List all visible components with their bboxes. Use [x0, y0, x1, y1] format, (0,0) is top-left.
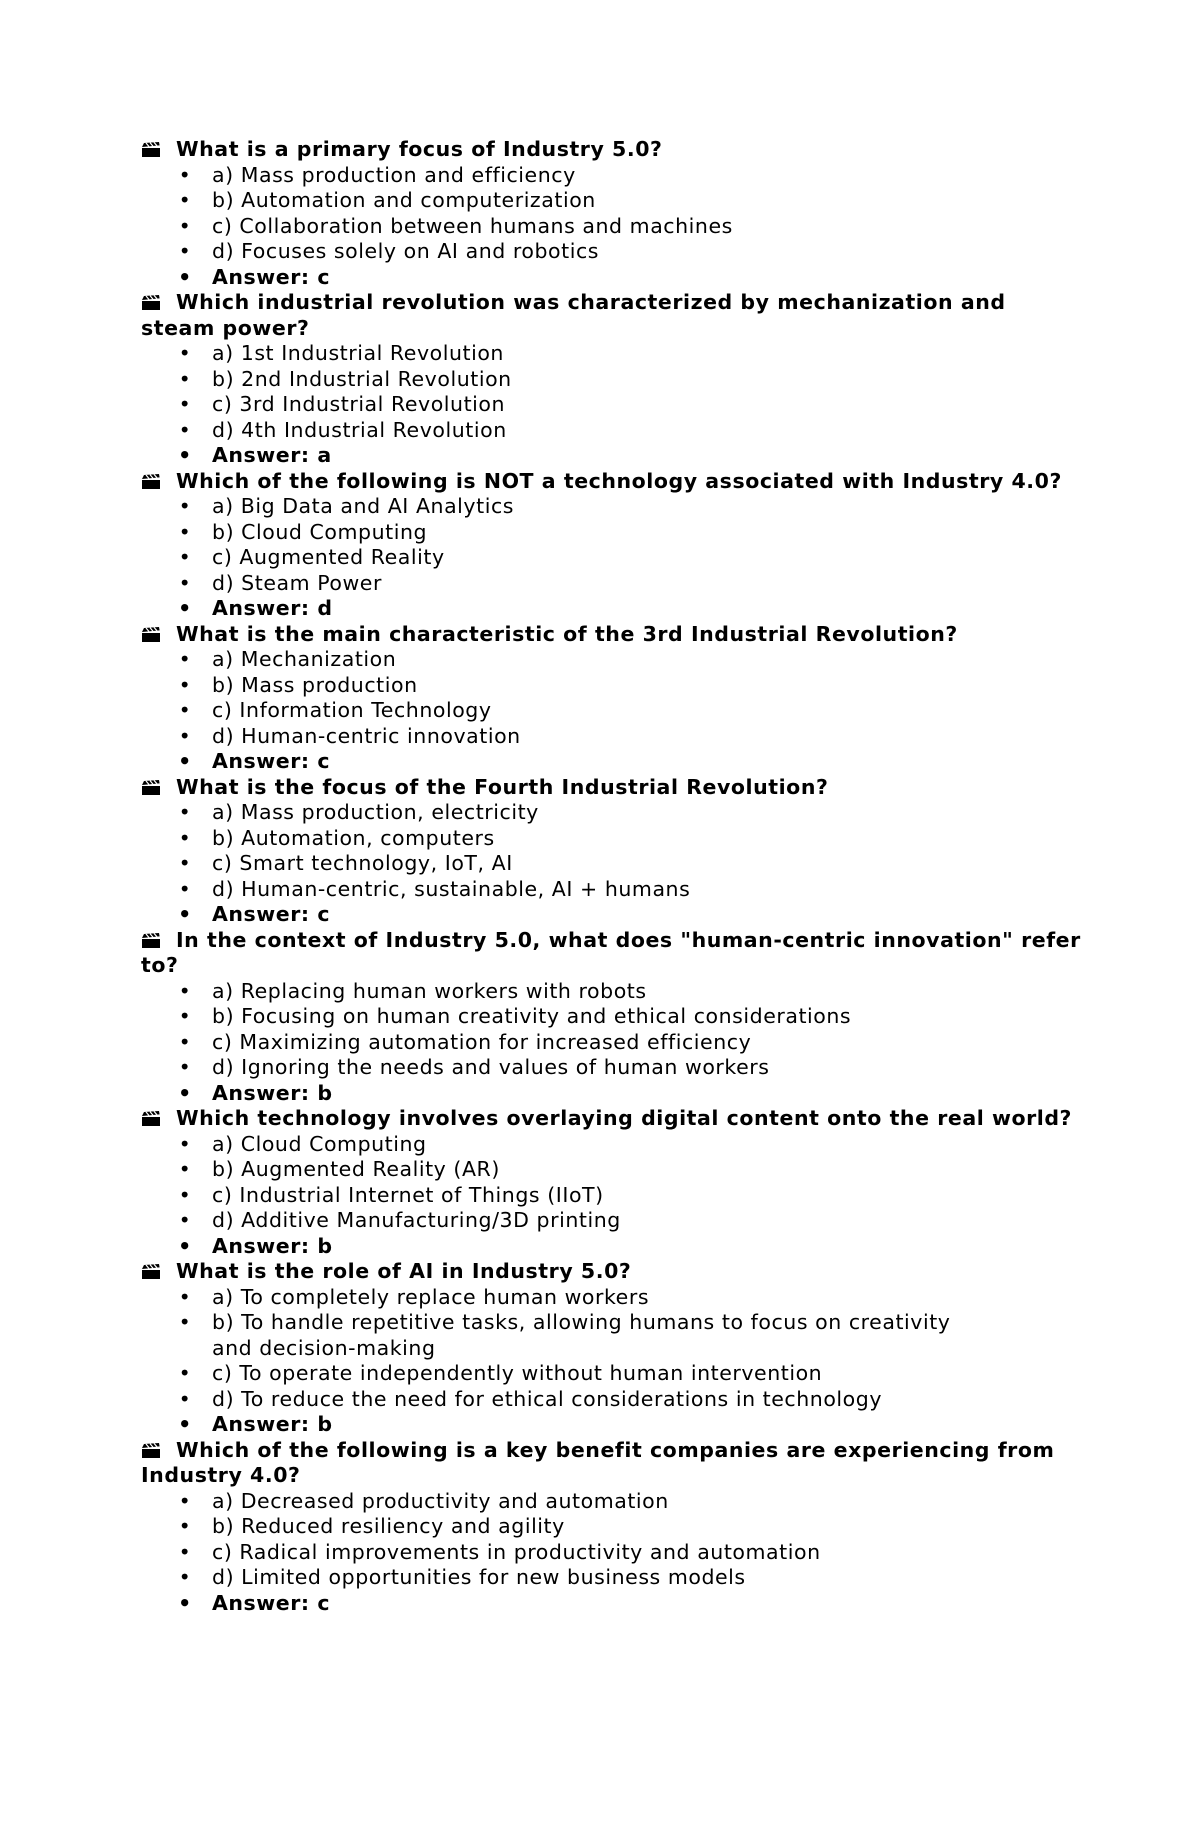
option-text: c) To operate independently without human intervention	[212, 1361, 823, 1385]
options-list	[141, 1285, 1081, 1438]
question-title	[141, 928, 1081, 979]
option-text: d) Steam Power	[212, 570, 382, 595]
question-block	[141, 1438, 1081, 1617]
bullet-dot: •	[178, 1080, 192, 1105]
answer-text: Answer: b	[212, 1412, 333, 1436]
question-text: In the context of Industry 5.0, what does "human-centric innovation" refer to?	[141, 927, 1081, 977]
option-item	[178, 825, 1081, 852]
bullet-dot: •	[178, 1182, 192, 1207]
option-item	[178, 239, 1081, 265]
bullet-dot: •	[178, 723, 192, 748]
bullet-dot: •	[178, 1284, 192, 1309]
answer-text: Answer: c	[212, 749, 331, 773]
bullet-dot: •	[178, 1514, 192, 1538]
question-text: Which industrial revolution was characterized by mechanization and steam power?	[141, 290, 1006, 340]
bullet-dot: •	[178, 443, 192, 467]
option-item	[178, 392, 1081, 418]
question-title	[141, 622, 1081, 648]
option-text: b) Augmented Reality (AR)	[212, 1157, 500, 1181]
bullet-dot: •	[178, 1565, 192, 1589]
question-title	[141, 1106, 1081, 1132]
bullet-dot: •	[178, 647, 192, 671]
option-text: a) Mechanization	[212, 647, 397, 671]
question-text: What is the role of AI in Industry 5.0?	[176, 1259, 632, 1283]
bullet-dot: •	[178, 519, 192, 544]
clapperboard-icon	[141, 295, 163, 313]
clapperboard-icon	[141, 142, 163, 160]
option-text: a) Cloud Computing	[212, 1131, 427, 1156]
answer-item	[178, 749, 1081, 775]
option-item	[178, 188, 1081, 214]
bullet-dot: •	[178, 851, 192, 875]
bullet-dot: •	[178, 239, 192, 263]
bullet-dot: •	[178, 1310, 192, 1334]
option-text: c) Industrial Internet of Things (IIoT)	[212, 1182, 604, 1207]
bullet-dot: •	[178, 1488, 192, 1513]
bullet-dot: •	[178, 392, 192, 416]
bullet-dot: •	[178, 1539, 192, 1564]
option-text: d) Limited opportunities for new business models	[212, 1565, 746, 1589]
bullet-dot: •	[178, 1412, 192, 1436]
option-item	[178, 366, 1081, 393]
bullet-dot: •	[178, 366, 192, 391]
options-list	[141, 800, 1081, 928]
clapperboard-icon	[141, 1264, 163, 1282]
answer-text: Answer: a	[212, 443, 332, 467]
bullet-dot: •	[178, 698, 192, 722]
option-text: b) To handle repetitive tasks, allowing humans to focus on creativity and decision-making	[212, 1310, 951, 1360]
clapperboard-icon	[141, 1443, 163, 1461]
bullet-dot: •	[178, 417, 192, 442]
answer-text: Answer: b	[212, 1080, 333, 1105]
question-title	[141, 469, 1081, 495]
option-text: d) Additive Manufacturing/3D printing	[212, 1208, 621, 1232]
question-text: What is the main characteristic of the 3rd Industrial Revolution?	[176, 621, 958, 646]
option-item	[178, 570, 1081, 597]
answer-item	[178, 443, 1081, 469]
question-text: Which technology involves overlaying digital content onto the real world?	[176, 1106, 1072, 1130]
option-text: a) Mass production, electricity	[212, 800, 539, 824]
option-item	[178, 647, 1081, 673]
bullet-dot: •	[178, 341, 192, 365]
question-block	[141, 290, 1081, 469]
option-text: b) 2nd Industrial Revolution	[212, 366, 512, 391]
option-item	[178, 1386, 1081, 1413]
bullet-dot: •	[178, 1233, 192, 1258]
option-item	[178, 1208, 1081, 1234]
option-item	[178, 341, 1081, 367]
question-block	[141, 928, 1081, 1107]
options-list	[141, 1489, 1081, 1617]
option-item	[178, 851, 1081, 877]
answer-item	[178, 902, 1081, 928]
clapperboard-icon	[141, 933, 163, 951]
question-title	[141, 1259, 1081, 1285]
question-block	[141, 469, 1081, 622]
option-text: b) Reduced resiliency and agility	[212, 1514, 565, 1538]
answer-item	[178, 1412, 1081, 1438]
option-item	[178, 1565, 1081, 1591]
bullet-dot: •	[178, 672, 192, 697]
option-text: d) Focuses solely on AI and robotics	[212, 239, 600, 263]
option-item	[178, 494, 1081, 520]
option-item	[178, 1029, 1081, 1056]
option-text: c) 3rd Industrial Revolution	[212, 392, 506, 416]
bullet-dot: •	[178, 494, 192, 518]
option-text: b) Cloud Computing	[212, 519, 428, 544]
clapperboard-icon	[141, 780, 163, 798]
option-text: c) Radical improvements in productivity and automation	[212, 1539, 821, 1564]
option-item	[178, 1157, 1081, 1183]
option-text: d) Human-centric, sustainable, AI + humans	[212, 876, 691, 901]
bullet-dot: •	[178, 570, 192, 595]
question-block	[141, 1106, 1081, 1259]
options-list	[141, 979, 1081, 1107]
question-title	[141, 775, 1081, 801]
option-item	[178, 800, 1081, 826]
options-list	[141, 1132, 1081, 1260]
option-text: a) Decreased productivity and automation	[212, 1488, 669, 1513]
bullet-dot: •	[178, 1055, 192, 1079]
option-text: a) Replacing human workers with robots	[212, 978, 647, 1003]
answer-item	[178, 1080, 1081, 1107]
bullet-dot: •	[178, 825, 192, 850]
clapperboard-icon	[141, 474, 163, 492]
option-item	[178, 1182, 1081, 1209]
clapperboard-icon	[141, 627, 163, 645]
bullet-dot: •	[178, 162, 192, 187]
answer-text: Answer: c	[212, 902, 331, 926]
question-block	[141, 775, 1081, 928]
option-item	[178, 1284, 1081, 1311]
bullet-dot: •	[178, 213, 192, 238]
option-item	[178, 672, 1081, 699]
option-text: b) Mass production	[212, 672, 418, 697]
bullet-dot: •	[178, 876, 192, 901]
option-item	[178, 1131, 1081, 1158]
bullet-dot: •	[178, 800, 192, 824]
options-list	[141, 163, 1081, 291]
answer-item	[178, 596, 1081, 622]
question-title	[141, 290, 1081, 341]
question-title	[141, 1438, 1081, 1489]
option-item	[178, 1539, 1081, 1566]
option-item	[178, 1055, 1081, 1081]
bullet-dot: •	[178, 596, 192, 620]
bullet-dot: •	[178, 188, 192, 212]
option-text: a) Big Data and AI Analytics	[212, 494, 514, 518]
question-block	[141, 622, 1081, 775]
answer-text: Answer: c	[212, 264, 331, 289]
bullet-dot: •	[178, 978, 192, 1003]
option-text: a) 1st Industrial Revolution	[212, 341, 504, 365]
option-text: a) To completely replace human workers	[212, 1284, 650, 1309]
option-text: c) Augmented Reality	[212, 545, 445, 569]
options-list	[141, 494, 1081, 622]
option-text: d) Human-centric innovation	[212, 723, 521, 748]
option-item	[178, 162, 1081, 189]
bullet-dot: •	[178, 264, 192, 289]
bullet-dot: •	[178, 902, 192, 926]
option-item	[178, 876, 1081, 903]
answer-text: Answer: d	[212, 596, 333, 620]
option-text: c) Collaboration between humans and machines	[212, 213, 733, 238]
option-item	[178, 1488, 1081, 1515]
options-list	[141, 341, 1081, 469]
option-item	[178, 698, 1081, 724]
bullet-dot: •	[178, 1208, 192, 1232]
question-text: What is a primary focus of Industry 5.0?	[176, 137, 663, 161]
option-item	[178, 1361, 1081, 1387]
option-item	[178, 978, 1081, 1005]
option-item	[178, 545, 1081, 571]
option-text: b) Automation and computerization	[212, 188, 596, 212]
question-text: Which of the following is NOT a technology associated with Industry 4.0?	[176, 468, 1062, 493]
option-text: d) Ignoring the needs and values of human workers	[212, 1055, 770, 1079]
bullet-dot: •	[178, 1029, 192, 1054]
answer-item	[178, 264, 1081, 291]
option-text: d) To reduce the need for ethical considerations in technology	[212, 1386, 883, 1411]
option-item	[178, 723, 1081, 750]
option-item	[178, 519, 1081, 546]
answer-item	[178, 1233, 1081, 1260]
question-text: Which of the following is a key benefit companies are experiencing from Industry 4.0?	[141, 1437, 1055, 1487]
option-item	[178, 417, 1081, 444]
bullet-dot: •	[178, 1386, 192, 1411]
options-list	[141, 647, 1081, 775]
option-item	[178, 1514, 1081, 1540]
bullet-dot: •	[178, 1361, 192, 1385]
option-text: c) Maximizing automation for increased efficiency	[212, 1029, 752, 1054]
bullet-dot: •	[178, 1590, 192, 1615]
option-text: d) 4th Industrial Revolution	[212, 417, 507, 442]
question-title	[141, 137, 1081, 163]
answer-text: Answer: b	[212, 1233, 333, 1258]
option-text: b) Focusing on human creativity and ethical considerations	[212, 1004, 852, 1028]
option-text: b) Automation, computers	[212, 825, 495, 850]
answer-text: Answer: c	[212, 1590, 331, 1615]
option-text: c) Smart technology, IoT, AI	[212, 851, 513, 875]
clapperboard-icon	[141, 1111, 163, 1129]
question-block	[141, 137, 1081, 290]
option-text: c) Information Technology	[212, 698, 492, 722]
bullet-dot: •	[178, 749, 192, 773]
option-item	[178, 213, 1081, 240]
bullet-dot: •	[178, 545, 192, 569]
option-item	[178, 1310, 1081, 1361]
question-text: What is the focus of the Fourth Industrial Revolution?	[176, 774, 829, 799]
answer-item	[178, 1590, 1081, 1617]
option-item	[178, 1004, 1081, 1030]
quiz-document	[141, 137, 1081, 1616]
bullet-dot: •	[178, 1131, 192, 1156]
bullet-dot: •	[178, 1004, 192, 1028]
option-text: a) Mass production and efficiency	[212, 162, 576, 187]
bullet-dot: •	[178, 1157, 192, 1181]
question-block	[141, 1259, 1081, 1438]
